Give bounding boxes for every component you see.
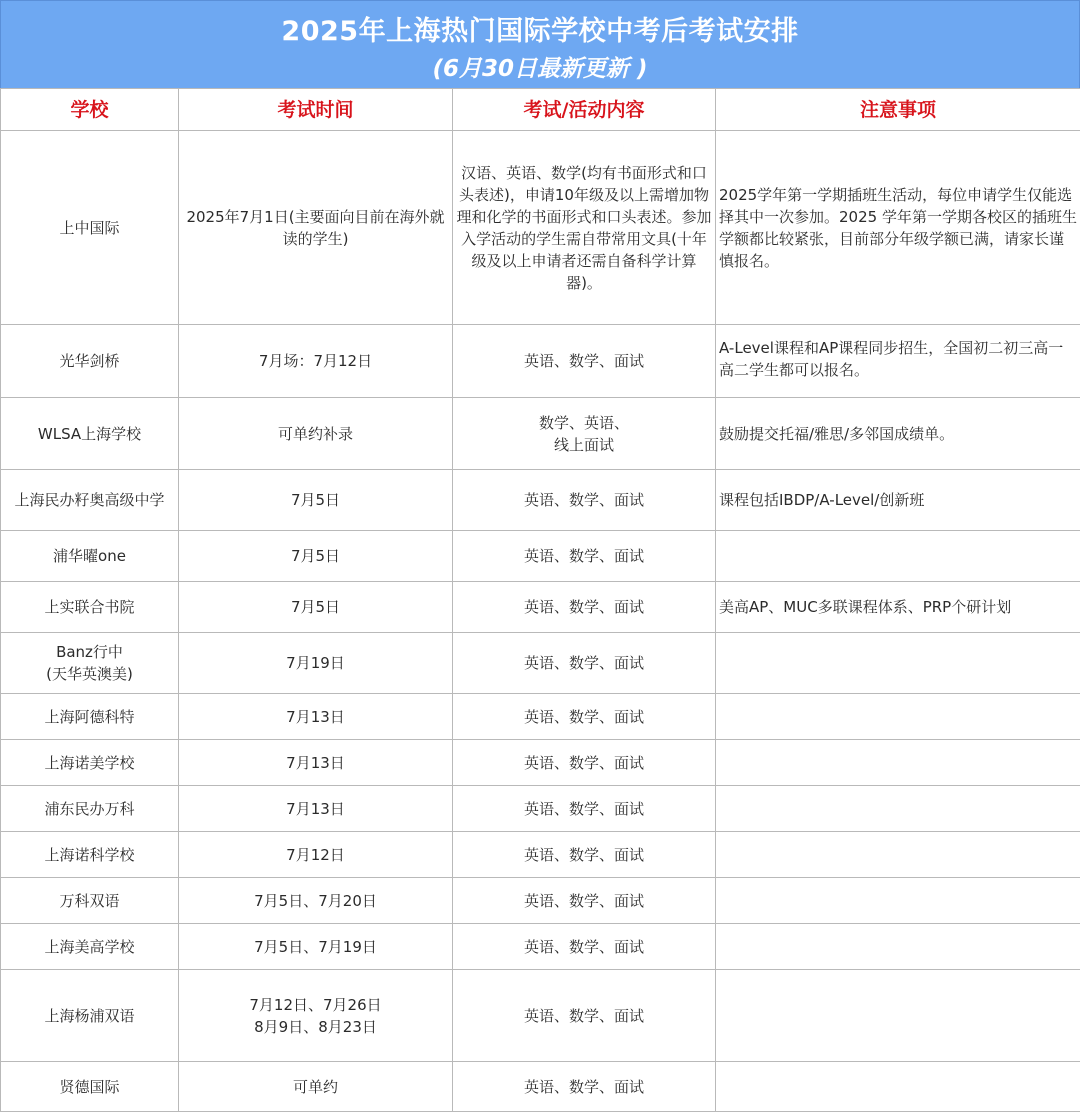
table-row [1,740,1080,786]
school-cell: 浦华曜one [1,531,179,582]
school-cell: 贤德国际 [1,1062,179,1112]
time-cell: 7月12日 [179,832,453,878]
content-cell: 英语、数学、面试 [453,470,716,531]
school-cell: 上海诺美学校 [1,740,179,786]
page-subtitle: (6月30日最新更新 ) [1,50,1079,83]
title-banner [0,0,1080,89]
table-row [1,633,1080,694]
time-cell: 7月13日 [179,694,453,740]
header-content: 考试/活动内容 [453,89,716,131]
school-cell: 上海诺科学校 [1,832,179,878]
table-row [1,582,1080,633]
note-cell [716,694,1080,740]
note-cell [716,924,1080,970]
note-cell: 鼓励提交托福/雅思/多邻国成绩单。 [716,398,1080,470]
content-cell: 英语、数学、面试 [453,582,716,633]
exam-schedule-table [0,88,1080,1112]
content-cell: 英语、数学、面试 [453,1062,716,1112]
table-row [1,694,1080,740]
school-cell: 上海杨浦双语 [1,970,179,1062]
time-cell: 7月13日 [179,786,453,832]
school-cell: 上海民办籽奥高级中学 [1,470,179,531]
table-row [1,786,1080,832]
content-cell: 英语、数学、面试 [453,878,716,924]
note-cell: A-Level课程和AP课程同步招生，全国初二初三高一高二学生都可以报名。 [716,325,1080,398]
header-time: 考试时间 [179,89,453,131]
table-row [1,970,1080,1062]
time-cell: 7月5日、7月20日 [179,878,453,924]
content-cell: 汉语、英语、数学(均有书面形式和口头表述)，申请10年级及以上需增加物理和化学的书面形式和口头表述。参加入学活动的学生需自带常用文具(十年级及以上申请者还需自备科学计算器)。 [453,131,716,325]
time-cell: 7月12日、7月26日 8月9日、8月23日 [179,970,453,1062]
school-cell: 上实联合书院 [1,582,179,633]
time-cell: 2025年7月1日(主要面向目前在海外就读的学生) [179,131,453,325]
content-cell: 英语、数学、面试 [453,740,716,786]
time-cell: 可单约 [179,1062,453,1112]
note-cell [716,786,1080,832]
content-cell: 英语、数学、面试 [453,832,716,878]
content-cell: 英语、数学、面试 [453,970,716,1062]
table-header-row [1,89,1080,131]
content-cell: 英语、数学、面试 [453,325,716,398]
time-cell: 7月13日 [179,740,453,786]
note-cell: 课程包括IBDP/A-Level/创新班 [716,470,1080,531]
table-row [1,1062,1080,1112]
school-cell: Banz行中 (天华英澳美) [1,633,179,694]
table-row [1,832,1080,878]
time-cell: 可单约补录 [179,398,453,470]
note-cell: 2025学年第一学期插班生活动，每位申请学生仅能选择其中一次参加。2025 学年第一学期各校区的插班生学额都比较紧张，目前部分年级学额已满，请家长谨慎报名。 [716,131,1080,325]
content-cell: 英语、数学、面试 [453,694,716,740]
note-cell [716,878,1080,924]
school-cell: 上海美高学校 [1,924,179,970]
content-cell: 英语、数学、面试 [453,786,716,832]
time-cell: 7月5日 [179,531,453,582]
time-cell: 7月场：7月12日 [179,325,453,398]
table-row [1,325,1080,398]
content-cell: 数学、英语、 线上面试 [453,398,716,470]
school-cell: 浦东民办万科 [1,786,179,832]
note-cell [716,633,1080,694]
note-cell [716,832,1080,878]
time-cell: 7月5日 [179,582,453,633]
time-cell: 7月5日 [179,470,453,531]
content-cell: 英语、数学、面试 [453,633,716,694]
school-cell: 上中国际 [1,131,179,325]
school-cell: 上海阿德科特 [1,694,179,740]
content-cell: 英语、数学、面试 [453,531,716,582]
note-cell [716,970,1080,1062]
school-cell: 万科双语 [1,878,179,924]
content-cell: 英语、数学、面试 [453,924,716,970]
header-school: 学校 [1,89,179,131]
header-note: 注意事项 [716,89,1080,131]
table-row [1,470,1080,531]
note-cell [716,531,1080,582]
note-cell [716,740,1080,786]
time-cell: 7月19日 [179,633,453,694]
table-row [1,878,1080,924]
time-cell: 7月5日、7月19日 [179,924,453,970]
table-row [1,531,1080,582]
note-cell [716,1062,1080,1112]
table-row [1,398,1080,470]
school-cell: WLSA上海学校 [1,398,179,470]
page-title: 2025年上海热门国际学校中考后考试安排 [1,9,1079,48]
note-cell: 美高AP、MUC多联课程体系、PRP个研计划 [716,582,1080,633]
school-cell: 光华剑桥 [1,325,179,398]
table-row [1,131,1080,325]
table-row [1,924,1080,970]
